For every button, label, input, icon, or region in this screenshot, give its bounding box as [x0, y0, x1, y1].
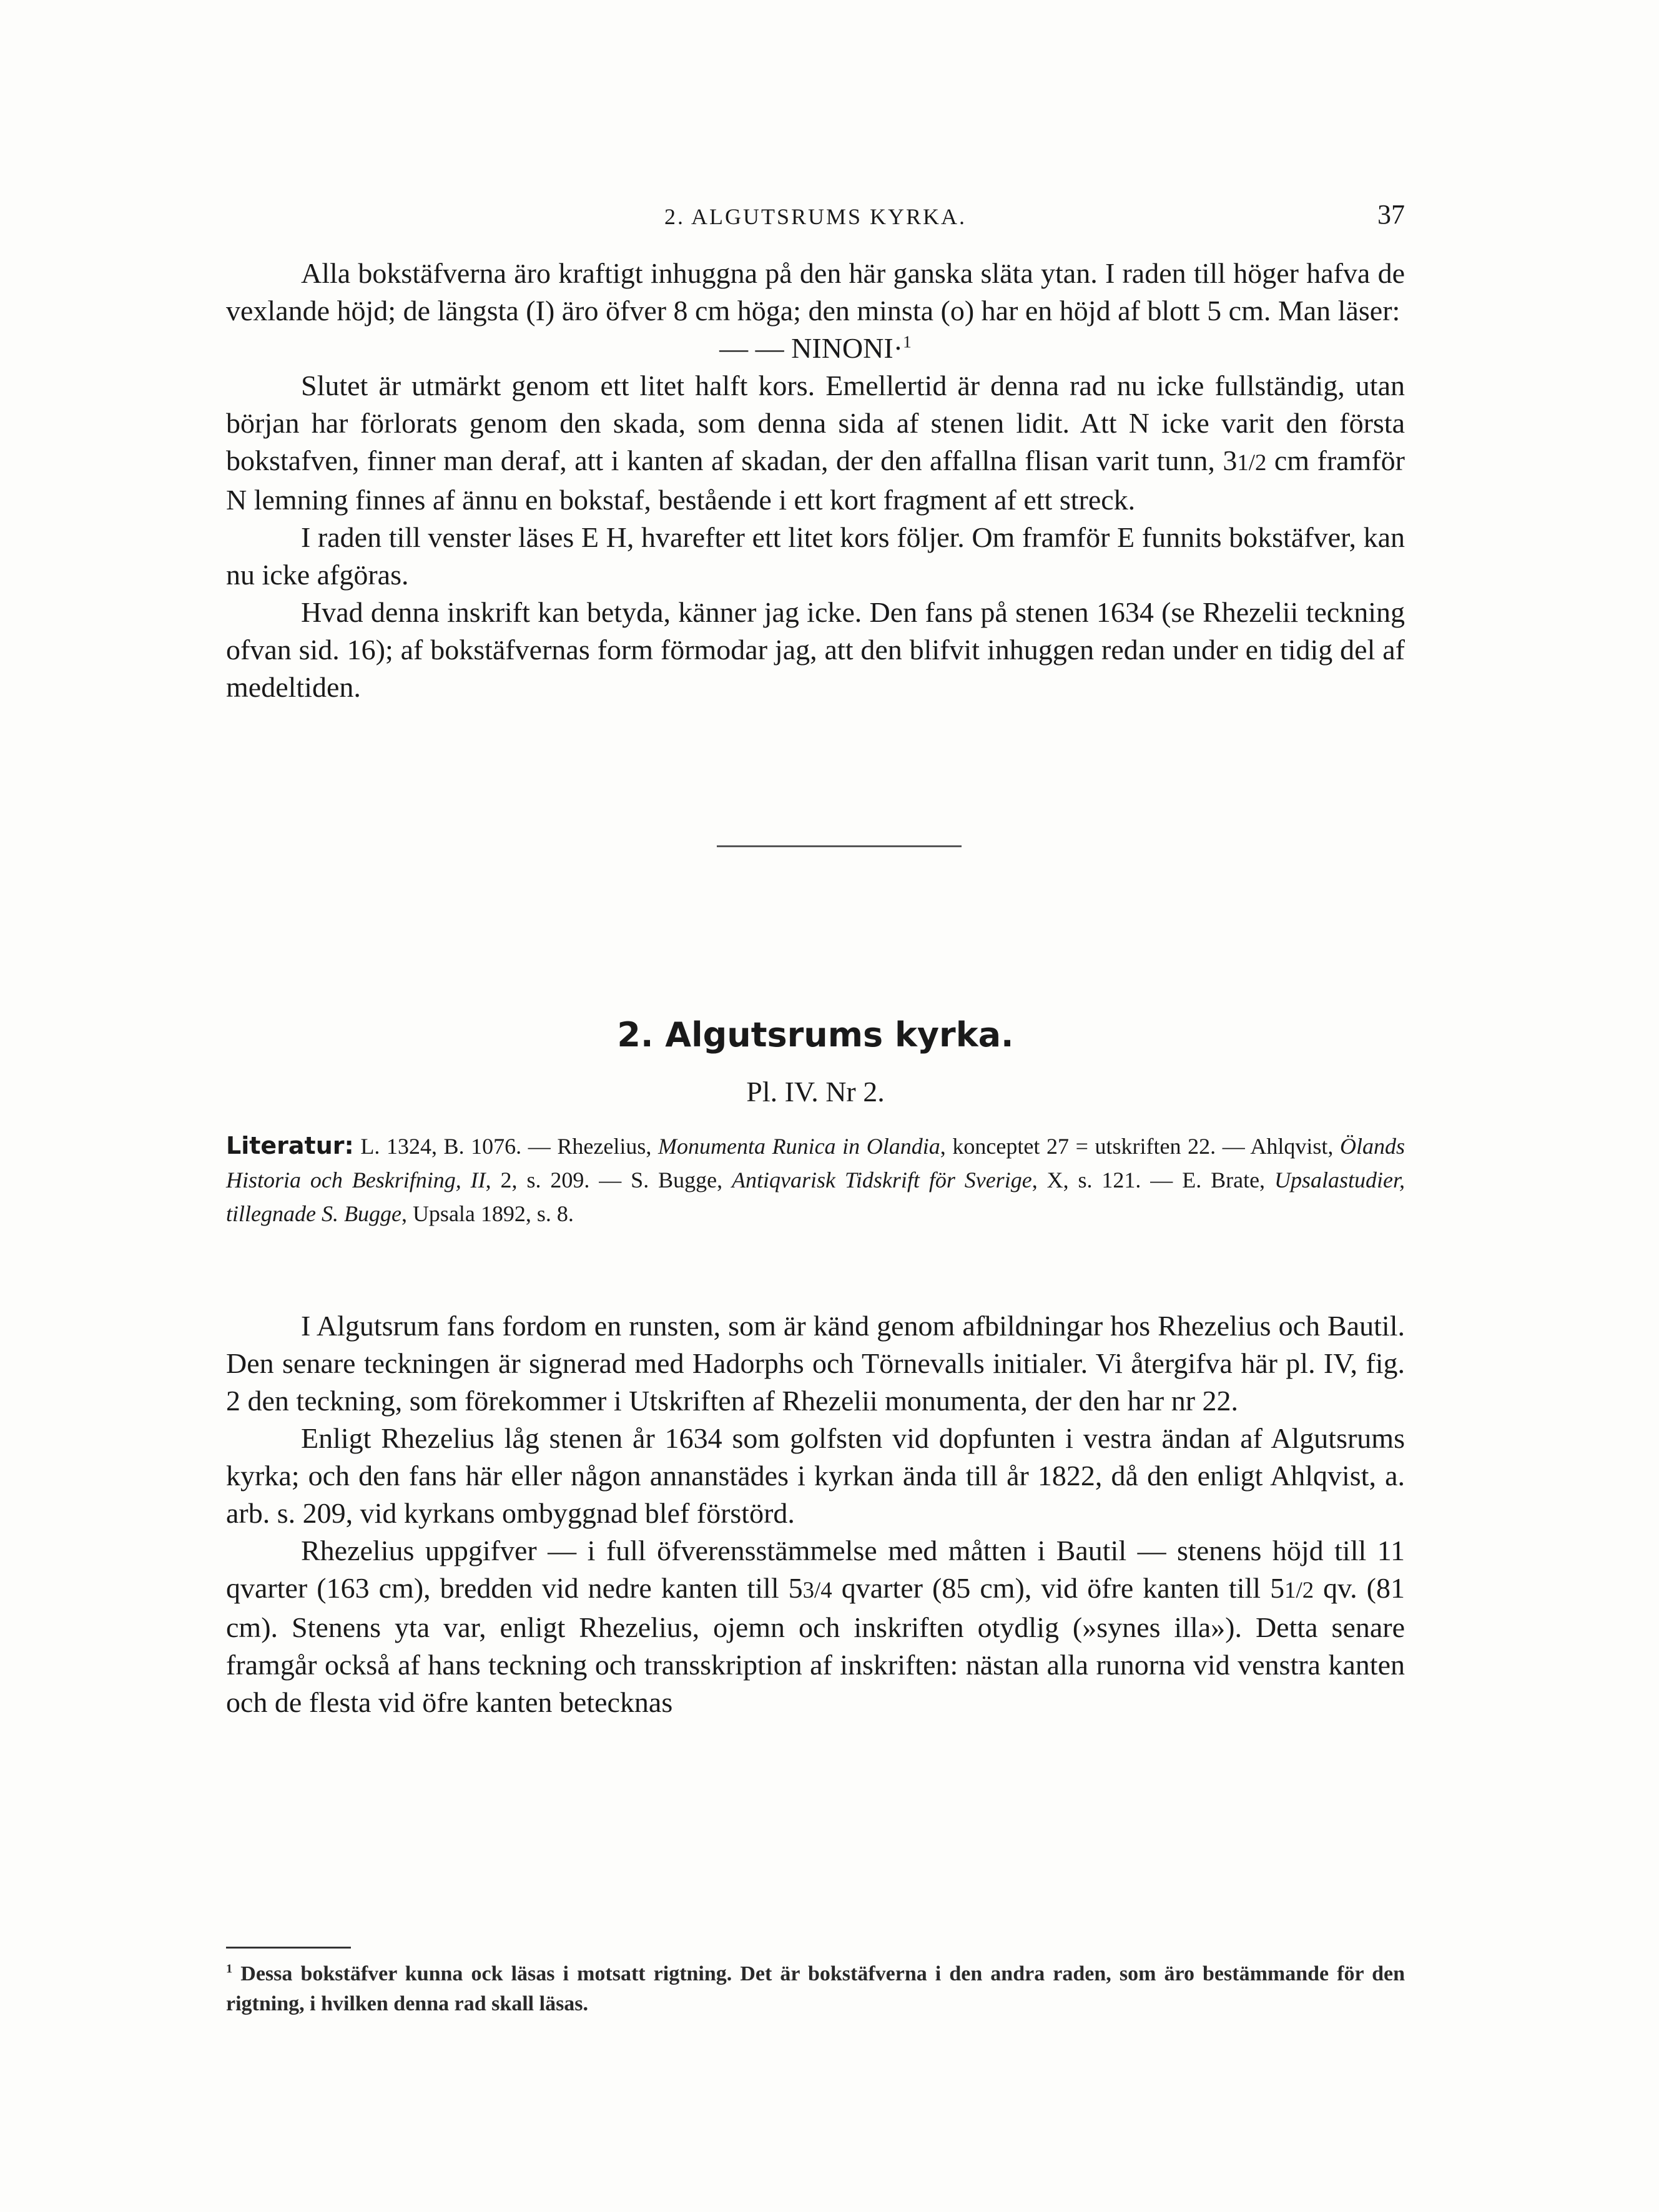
paragraph-damage-text: Slutet är utmärkt genom ett litet halft kors. Emellertid är denna rad nu icke fullständig, utan början har förlorats genom den skada, som denna sida af stenen lidit. Att N icke varit den första bokstafven, finner man deraf, att i kanten af skadan, der den affallna flisan varit tunn, 3 — [226, 370, 1405, 476]
paragraph-damage-rest: cm framför N lemning finnes af ännu en bokstaf, bestående i ett kort fragment af ett streck. — [226, 445, 1405, 516]
literature-title: Monumenta Runica in Olandia — [658, 1134, 940, 1159]
paragraph-measurements-text: qv. (81 cm). Stenens yta var, enligt Rhezelius, ojemn och inskriften otydlig (»synes illa»). Detta senare framgår också af hans teckning och transskription af inskriften: nästan alla runorna vid venstra kanten och de flesta vid öfre kanten betecknas — [226, 1572, 1405, 1718]
paragraph-measurements-text: qvarter (85 cm), vid öfre kanten till 5 — [832, 1572, 1285, 1604]
footnote-mark: 1 — [226, 1962, 233, 1976]
paragraph-measurements-text: Rhezelius uppgifver — i full öfverensstämmelse med måtten i Bautil — stenens höjd till 11 qvarter (163 cm), bredden vid nedre kanten till 5 — [226, 1535, 1405, 1604]
literature-text: , 2, s. 209. — S. Bugge, — [485, 1167, 732, 1192]
paragraph-measurements — [226, 1532, 1405, 1721]
literature-text: , X, s. 121. — E. Brate, — [1031, 1167, 1274, 1192]
literature-block — [226, 1129, 1405, 1231]
fraction: 3/4 — [802, 1577, 832, 1603]
paragraph-damage — [226, 367, 1405, 519]
footnote-reference: 1 — [903, 332, 912, 351]
fraction: 1/2 — [1237, 450, 1267, 475]
section-title: 2. Algutsrums kyrka. — [617, 1015, 1014, 1054]
footnote-rule — [226, 1947, 351, 1949]
literature-text: L. 1324, B. 1076. — Rhezelius, — [353, 1134, 658, 1159]
literature-paragraph — [226, 1129, 1405, 1231]
literature-title: Upsalastudier, tillegnade S. Bugge — [226, 1167, 1405, 1226]
footnote-text: Dessa bokstäfver kunna ock läsas i motsatt rigtning. Det är bokstäfverna i den andra raden, som äro bestämmande för den rigtning, i hvilken denna rad skall läsas. — [226, 1962, 1405, 2015]
footnote-paragraph — [226, 1959, 1405, 2019]
literature-text: , konceptet 27 = utskriften 22. — Ahlqvist, — [940, 1134, 1340, 1159]
literature-title: Ölands Historia och Beskrifning, II — [226, 1134, 1405, 1192]
literature-text: , Upsala 1892, s. 8. — [401, 1201, 574, 1226]
top-text-block — [226, 255, 1405, 706]
running-head: 2. ALGUTSRUMS KYRKA. — [664, 204, 967, 229]
paragraph-left-row: I raden till venster läses E H, hvarefter ett litet kors följer. Om framför E funnits bokstäfver, kan nu icke afgöras. — [226, 521, 1405, 591]
paragraph-meaning: Hvad denna inskrift kan betyda, känner jag icke. Den fans på stenen 1634 (se Rhezelii teckning ofvan sid. 16); af bokstäfvernas form förmodar jag, att den blifvit inhuggen redan under en tidig del af medeltiden. — [226, 596, 1405, 703]
page-header — [226, 199, 1405, 236]
paragraph-history: Enligt Rhezelius låg stenen år 1634 som golfsten vid dopfunten i vestra ändan af Algutsrums kyrka; och den fans här eller någon annanstädes i kyrkan ända till år 1822, då den enligt Ahlqvist, a. arb. s. 209, vid kyrkans ombyggnad blef förstörd. — [226, 1422, 1405, 1529]
fraction: 1/2 — [1284, 1577, 1314, 1603]
literature-label: Literatur: — [226, 1132, 354, 1159]
inscription-line — [226, 330, 1405, 367]
footnote — [226, 1959, 1405, 2019]
bottom-text-block — [226, 1307, 1405, 1721]
paragraph-letter-heights: Alla bokstäfverna äro kraftigt inhuggna på den här ganska släta ytan. I raden till höger hafva de vexlande höjd; de längsta (I) äro öfver 8 cm höga; den minsta (o) har en höjd af blott 5 cm. Man läser: — [226, 257, 1405, 327]
paragraph-illustrations: I Algutsrum fans fordom en runsten, som är känd genom afbildningar hos Rhezelius och Bautil. Den senare teckningen är signerad med Hadorphs och Törnevalls initialer. Vi återgifva här pl. IV, fig. 2 den teckning, som förekommer i Utskriften af Rhezelii monumenta, der den har nr 22. — [226, 1310, 1405, 1417]
plate-reference: Pl. IV. Nr 2. — [746, 1076, 885, 1108]
section-divider — [717, 845, 962, 847]
literature-title: Antiqvarisk Tidskrift för Sverige — [732, 1167, 1032, 1192]
inscription-text: — — NINONI· — [719, 332, 903, 364]
page-number: 37 — [1377, 199, 1405, 230]
